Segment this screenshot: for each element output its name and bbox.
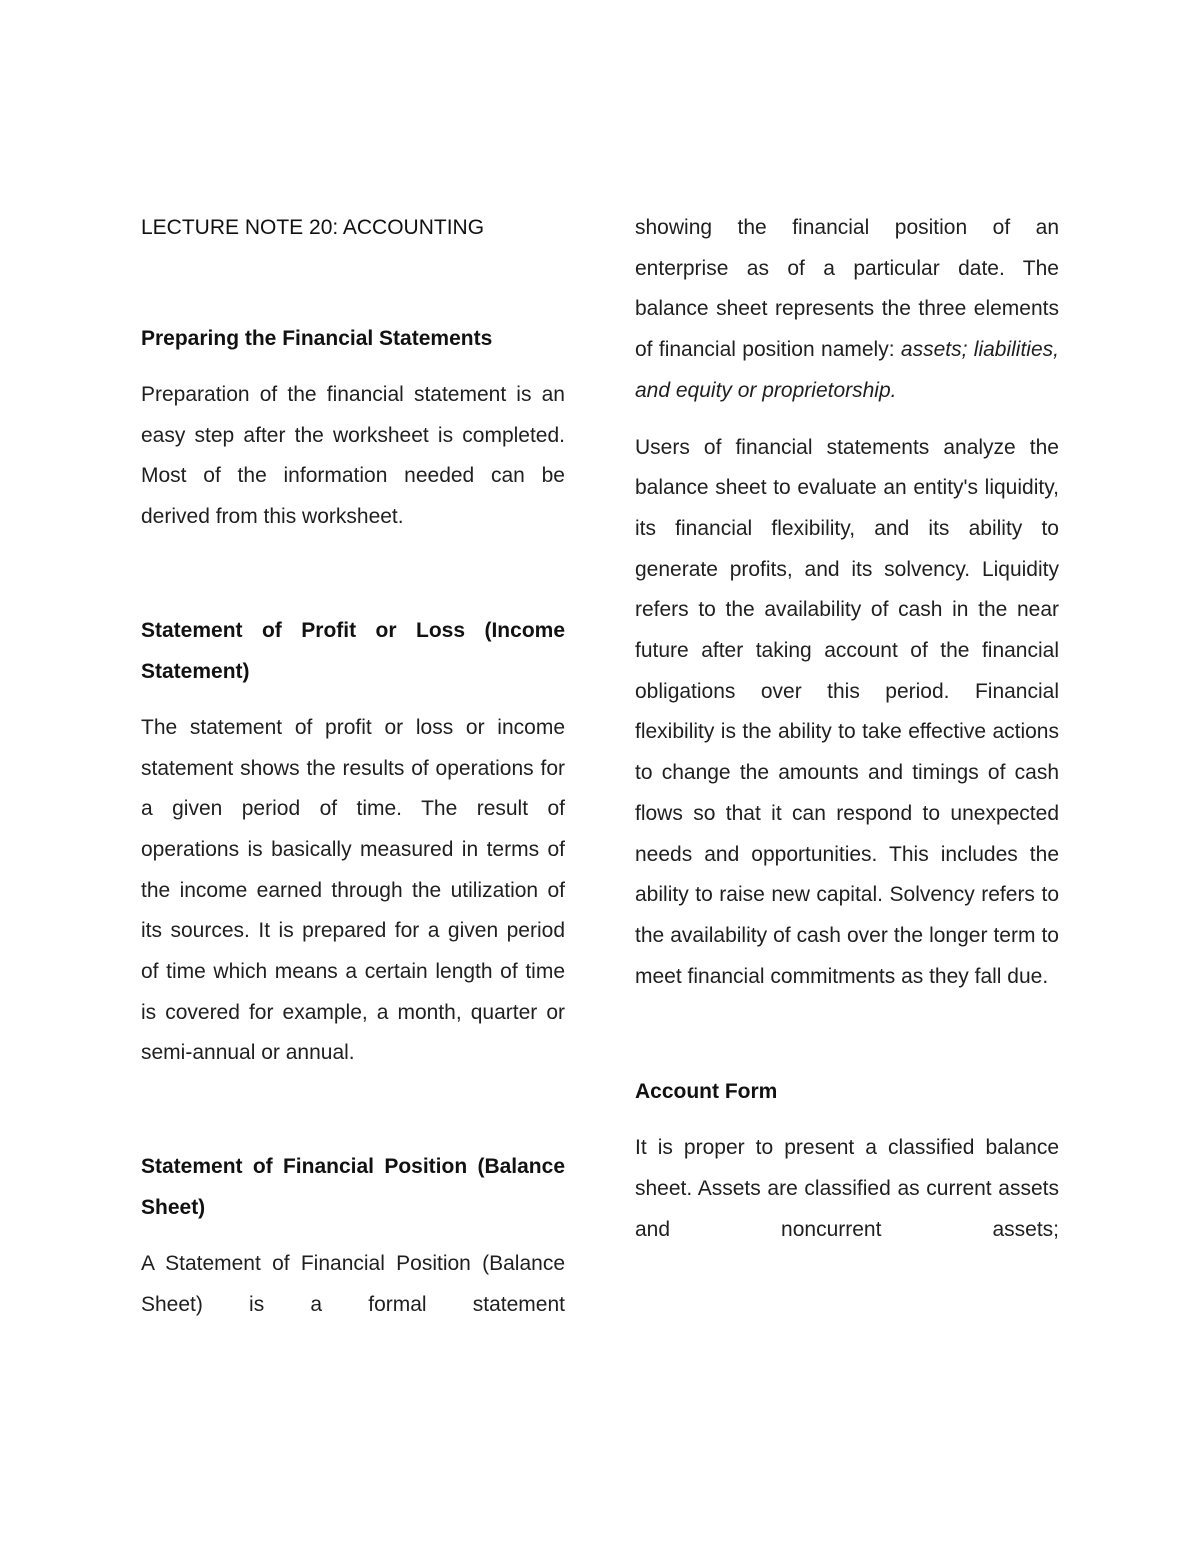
heading-preparing-financial-statements: Preparing the Financial Statements (141, 327, 493, 350)
heading-account-form: Account Form (635, 1080, 778, 1104)
paragraph-users-of-statements: Users of financial statements analyze the balance sheet to evaluate an entity's liquidity, its financial flexibility, and its ability to generate profits, and its solvency. Liquidity refers to the availability of cash in the near future after taking account of the financial obligations over this period. Financial flexibility is the ability to take effective actions to change the amounts and timings of cash flows so that it can respond to unexpected needs and opportunities. This includes the ability to raise new capital. Solvency refers to the availability of cash over the longer term to meet financial commitments as they fall due. (635, 435, 1059, 988)
heading-balance-sheet: Statement of Financial Position (Balance Sheet) (141, 1155, 565, 1220)
paragraph-preparing-financial-statements: Preparation of the financial statement is an easy step after the worksheet is completed. Most of the information needed can be derived from this worksheet. (141, 383, 565, 529)
financial-position-elements: assets; liabilities, and equity or proprietorship. (635, 338, 1059, 402)
spacer (141, 248, 565, 318)
balance-sheet-continued-text: showing the financial position of an enterprise as of a particular date. The balance sheet represents the three elements of financial position namely: (635, 216, 1059, 362)
paragraph-income-statement: The statement of profit or loss or income statement shows the results of operations for a given period of time. The result of operations is basically measured in terms of the income earned through the utilization of its sources. It is prepared for a given period of time which means a certain length of time is covered for example, a month, quarter or semi-annual or annual. (141, 715, 565, 1065)
paragraph-balance-sheet-start: A Statement of Financial Position (Balance Sheet) is a formal statement (141, 1252, 565, 1316)
left-column (141, 208, 565, 1326)
paragraph-balance-sheet-continued (635, 208, 1059, 412)
document-title: LECTURE NOTE 20: ACCOUNTING (141, 216, 485, 239)
heading-income-statement: Statement of Profit or Loss (Income Statement) (141, 618, 565, 683)
right-column (635, 208, 1059, 1250)
paragraph-account-form: It is proper to present a classified balance sheet. Assets are classified as current assets and noncurrent assets; (635, 1136, 1059, 1241)
